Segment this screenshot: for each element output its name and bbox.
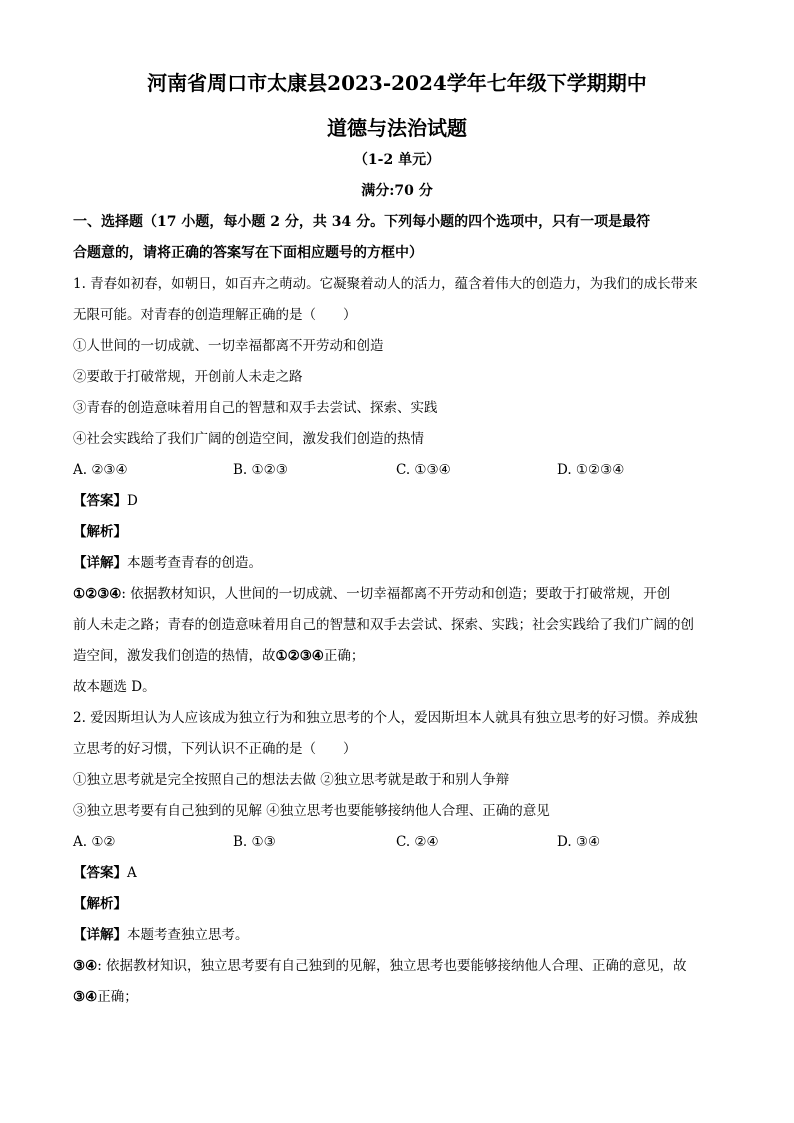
q1-explanation-key-3: ①②③④ <box>275 648 324 664</box>
q1-explanation-post-3: 正确； <box>323 648 365 664</box>
q2-answer <box>73 864 137 882</box>
q2-explanation-key-2: ③④ <box>73 989 98 1005</box>
q1-explanation-text-1: : 依据教材知识，人世间的一切成就、一切幸福都离不开劳动和创造；要敢于打破常规，开创 <box>121 586 671 602</box>
q2-explanation-text-1: : 依据教材知识，独立思考要有自己独到的见解，独立思考也要能够接纳他人合理、正确的意见，故 <box>97 958 687 974</box>
q2-answer-value: A <box>127 865 137 881</box>
q2-explanation-key-1: ③④ <box>73 958 98 974</box>
q2-option-c: C. ②④ <box>396 834 439 850</box>
q1-stem-line-2: 无限可能。对青春的创造理解正确的是（ ） <box>73 307 357 323</box>
q2-analysis-tag: 【解析】 <box>73 896 127 912</box>
q1-detail-text: 本题考查青春的创造。 <box>127 555 262 571</box>
q2-option-d: D. ③④ <box>557 834 601 850</box>
exam-units: （1-2 单元） <box>353 152 441 168</box>
section-instruction-line-2: 合题意的，请将正确的答案写在下面相应题号的方框中） <box>73 245 423 261</box>
q1-detail-label: 【详解】 <box>73 555 127 571</box>
q2-detail-label: 【详解】 <box>73 927 127 943</box>
q1-option-a: A. ②③④ <box>73 462 128 478</box>
q2-explanation-line-1 <box>73 957 687 975</box>
q2-explanation-text-2: 正确； <box>97 989 138 1005</box>
q1-conclusion: 故本题选 D。 <box>73 679 156 695</box>
q2-explanation-line-2 <box>73 988 138 1006</box>
q2-detail-text: 本题考查独立思考。 <box>127 927 249 943</box>
q1-item-2: ②要敢于打破常规，开创前人未走之路 <box>73 369 303 385</box>
q2-stem-line-2: 立思考的好习惯，下列认识不正确的是（ ） <box>73 741 357 757</box>
q2-option-b: B. ①③ <box>233 834 276 850</box>
q1-explanation-pre-3: 造空间，激发我们创造的热情，故 <box>73 648 276 664</box>
q2-items-line-2: ③独立思考要有自己独到的见解 ④独立思考也要能够接纳他人合理、正确的意见 <box>73 803 550 819</box>
q1-analysis-label <box>73 523 127 541</box>
q1-explanation-key-1: ①②③④ <box>73 586 122 602</box>
q1-answer-value: D <box>127 493 138 509</box>
q2-option-a: A. ①② <box>73 834 116 850</box>
q2-answer-label: 【答案】 <box>73 865 127 881</box>
q1-detail <box>73 554 262 572</box>
q2-analysis-label <box>73 895 127 913</box>
q1-answer-label: 【答案】 <box>73 493 127 509</box>
q1-option-c: C. ①③④ <box>396 462 451 478</box>
q1-item-3: ③青春的创造意味着用自己的智慧和双手去尝试、探索、实践 <box>73 400 438 416</box>
q2-stem-line-1: 2. 爱因斯坦认为人应该成为独立行为和独立思考的个人，爱因斯坦本人就具有独立思考的好习惯。养成独 <box>73 710 698 726</box>
exam-subtitle: 道德与法治试题 <box>327 116 467 140</box>
q2-items-line-1: ①独立思考就是完全按照自己的想法去做 ②独立思考就是敢于和别人争辩 <box>73 772 510 788</box>
q1-option-b: B. ①②③ <box>233 462 288 478</box>
q1-item-4: ④社会实践给了我们广阔的创造空间，激发我们创造的热情 <box>73 431 424 447</box>
q1-analysis-tag: 【解析】 <box>73 524 127 540</box>
section-instruction-line-1: 一、选择题（17 小题，每小题 2 分，共 34 分。下列每小题的四个选项中，只有一项是最符 <box>73 214 651 230</box>
q2-detail <box>73 926 249 944</box>
q1-option-d: D. ①②③④ <box>557 462 625 478</box>
q1-explanation-line-1 <box>73 585 670 603</box>
q1-explanation-line-2: 前人未走之路；青春的创造意味着用自己的智慧和双手去尝试、探索、实践；社会实践给了我们广阔的创 <box>73 617 694 633</box>
q1-item-1: ①人世间的一切成就、一切幸福都离不开劳动和创造 <box>73 338 384 354</box>
q1-answer <box>73 492 138 510</box>
q1-stem-line-1: 1. 青春如初春，如朝日，如百卉之萌动。它凝聚着动人的活力，蕴含着伟大的创造力，为我们的成长带来 <box>73 276 698 292</box>
exam-score: 满分:70 分 <box>361 183 433 199</box>
q1-explanation-line-3 <box>73 647 364 665</box>
exam-title: 河南省周口市太康县2023-2024学年七年级下学期期中 <box>147 71 647 95</box>
